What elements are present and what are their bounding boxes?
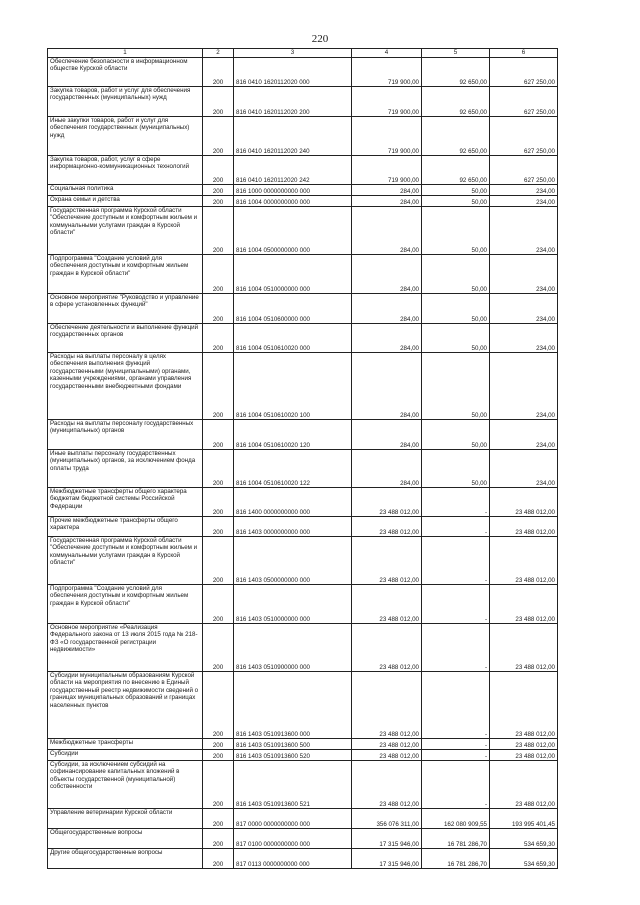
row-classifier: 816 0410 1620112020 240 [234, 117, 352, 156]
table-row [48, 829, 558, 849]
row-executed-amount: - [422, 672, 490, 739]
row-executed-amount: 16 781 286,70 [422, 829, 490, 849]
row-unexecuted-amount: 234,00 [490, 420, 558, 450]
row-name: Закупка товаров, работ и услуг для обеспечения государственных (муниципальных) нужд [48, 87, 203, 117]
row-unexecuted-amount: 627 250,00 [490, 156, 558, 185]
row-name: Субсидии муниципальным образованиям Курской области на мероприятия по внесению в Единый государственный реестр недвижимости сведений о границах муниципальных образований и границах населенных пунктов [48, 672, 203, 739]
row-name: Межбюджетные трансферты общего характера бюджетам бюджетной системы Российской Федерации [48, 488, 203, 517]
row-executed-amount: - [422, 517, 490, 537]
row-approved-amount: 23 488 012,00 [352, 517, 422, 537]
row-name: Охрана семьи и детства [48, 196, 203, 207]
table-row [48, 739, 558, 750]
row-name: Государственная программа Курской области "Обеспечение доступным и комфортным жильем и коммунальными услугами граждан в Курской области" [48, 207, 203, 255]
row-executed-amount: 92 650,00 [422, 156, 490, 185]
row-code: 200 [203, 809, 234, 829]
row-approved-amount: 284,00 [352, 196, 422, 207]
row-unexecuted-amount: 234,00 [490, 185, 558, 196]
row-classifier: 816 1403 0510913600 000 [234, 672, 352, 739]
row-code: 200 [203, 185, 234, 196]
row-unexecuted-amount: 234,00 [490, 450, 558, 488]
row-classifier: 816 1004 0510000000 000 [234, 255, 352, 294]
row-executed-amount: - [422, 761, 490, 809]
row-code: 200 [203, 87, 234, 117]
row-unexecuted-amount: 234,00 [490, 207, 558, 255]
row-approved-amount: 356 076 311,00 [352, 809, 422, 829]
row-code: 200 [203, 517, 234, 537]
row-unexecuted-amount: 23 488 012,00 [490, 624, 558, 672]
row-code: 200 [203, 488, 234, 517]
row-code: 200 [203, 196, 234, 207]
row-code: 200 [203, 294, 234, 324]
row-executed-amount: 92 650,00 [422, 87, 490, 117]
row-approved-amount: 284,00 [352, 185, 422, 196]
row-executed-amount: 50,00 [422, 207, 490, 255]
row-name: Другие общегосударственные вопросы [48, 849, 203, 869]
row-name: Межбюджетные трансферты [48, 739, 203, 750]
table-row [48, 849, 558, 869]
row-name: Обеспечение безопасности в информационном обществе Курской области [48, 58, 203, 87]
row-code: 200 [203, 58, 234, 87]
row-approved-amount: 17 315 946,00 [352, 829, 422, 849]
row-name: Расходы на выплаты персоналу в целях обеспечения выполнения функций государственными (муниципальными) органами, казенными учреждениями, органами управления государственными внебюджетными фондами [48, 353, 203, 420]
row-unexecuted-amount: 234,00 [490, 196, 558, 207]
row-unexecuted-amount: 627 250,00 [490, 117, 558, 156]
table-row [48, 517, 558, 537]
row-unexecuted-amount: 193 995 401,45 [490, 809, 558, 829]
table-row [48, 450, 558, 488]
row-code: 200 [203, 207, 234, 255]
row-code: 200 [203, 156, 234, 185]
row-approved-amount: 284,00 [352, 324, 422, 353]
row-name: Субсидии, за исключением субсидий на софинансирование капитальных вложений в объекты государственной (муниципальной) собственности [48, 761, 203, 809]
row-classifier: 817 0000 0000000000 000 [234, 809, 352, 829]
table-row [48, 537, 558, 585]
row-classifier: 816 0410 1620112020 000 [234, 58, 352, 87]
row-name: Подпрограмма "Создание условий для обеспечения доступным и комфортным жильем граждан в Курской области" [48, 255, 203, 294]
row-executed-amount: - [422, 739, 490, 750]
row-name: Подпрограмма "Создание условий для обеспечения доступным и комфортным жильем граждан в Курской области" [48, 585, 203, 624]
row-executed-amount: 50,00 [422, 324, 490, 353]
row-name: Социальная политика [48, 185, 203, 196]
row-executed-amount: - [422, 537, 490, 585]
row-approved-amount: 17 315 946,00 [352, 849, 422, 869]
table-row [48, 420, 558, 450]
row-classifier: 816 1403 0500000000 000 [234, 537, 352, 585]
header-col-2: 2 [203, 49, 234, 58]
table-row [48, 488, 558, 517]
row-classifier: 816 1004 0510610020 120 [234, 420, 352, 450]
row-approved-amount: 23 488 012,00 [352, 537, 422, 585]
row-code: 200 [203, 849, 234, 869]
row-code: 200 [203, 585, 234, 624]
table-row [48, 207, 558, 255]
row-code: 200 [203, 450, 234, 488]
row-classifier: 816 1403 0510913600 500 [234, 739, 352, 750]
header-col-4: 4 [352, 49, 422, 58]
row-executed-amount: 50,00 [422, 185, 490, 196]
row-unexecuted-amount: 23 488 012,00 [490, 739, 558, 750]
row-name: Субсидии [48, 750, 203, 761]
row-executed-amount: 50,00 [422, 255, 490, 294]
row-name: Общегосударственные вопросы [48, 829, 203, 849]
row-name: Управление ветеринарии Курской области [48, 809, 203, 829]
row-executed-amount: 16 781 286,70 [422, 849, 490, 869]
row-approved-amount: 284,00 [352, 255, 422, 294]
row-code: 200 [203, 537, 234, 585]
row-classifier: 816 1004 0510610020 000 [234, 324, 352, 353]
row-classifier: 816 1403 0510913600 520 [234, 750, 352, 761]
row-classifier: 816 1403 0510000000 000 [234, 585, 352, 624]
row-code: 200 [203, 672, 234, 739]
row-name: Иные закупки товаров, работ и услуг для обеспечения государственных (муниципальных) нужд [48, 117, 203, 156]
row-code: 200 [203, 420, 234, 450]
row-executed-amount: 50,00 [422, 294, 490, 324]
row-executed-amount: 92 650,00 [422, 117, 490, 156]
row-approved-amount: 719 900,00 [352, 117, 422, 156]
row-unexecuted-amount: 23 488 012,00 [490, 517, 558, 537]
row-approved-amount: 719 900,00 [352, 156, 422, 185]
table-row [48, 353, 558, 420]
row-unexecuted-amount: 534 659,30 [490, 829, 558, 849]
table-row [48, 624, 558, 672]
row-name: Закупка товаров, работ, услуг в сфере информационно-коммуникационных технологий [48, 156, 203, 185]
table-row [48, 750, 558, 761]
table-row [48, 294, 558, 324]
table-row [48, 117, 558, 156]
row-approved-amount: 23 488 012,00 [352, 585, 422, 624]
row-code: 200 [203, 739, 234, 750]
row-executed-amount: 50,00 [422, 353, 490, 420]
table-row [48, 255, 558, 294]
table-row [48, 672, 558, 739]
table-row [48, 58, 558, 87]
budget-table [47, 48, 558, 869]
row-executed-amount: - [422, 750, 490, 761]
row-executed-amount: - [422, 585, 490, 624]
row-approved-amount: 284,00 [352, 420, 422, 450]
table-row [48, 809, 558, 829]
row-name: Обеспечение деятельности и выполнение функций государственных органов [48, 324, 203, 353]
row-classifier: 817 0113 0000000000 000 [234, 849, 352, 869]
row-name: Расходы на выплаты персоналу государственных (муниципальных) органов [48, 420, 203, 450]
row-executed-amount: - [422, 624, 490, 672]
row-approved-amount: 23 488 012,00 [352, 488, 422, 517]
row-name: Иные выплаты персоналу государственных (муниципальных) органов, за исключением фонда оплаты труда [48, 450, 203, 488]
row-classifier: 816 1004 0500000000 000 [234, 207, 352, 255]
row-unexecuted-amount: 234,00 [490, 294, 558, 324]
row-unexecuted-amount: 23 488 012,00 [490, 672, 558, 739]
row-approved-amount: 23 488 012,00 [352, 739, 422, 750]
row-unexecuted-amount: 23 488 012,00 [490, 537, 558, 585]
table-row [48, 324, 558, 353]
row-classifier: 816 1004 0000000000 000 [234, 196, 352, 207]
row-executed-amount: 50,00 [422, 450, 490, 488]
row-unexecuted-amount: 234,00 [490, 353, 558, 420]
row-classifier: 816 1400 0000000000 000 [234, 488, 352, 517]
header-row [48, 49, 558, 58]
table-row [48, 87, 558, 117]
row-code: 200 [203, 353, 234, 420]
row-executed-amount: 50,00 [422, 196, 490, 207]
row-code: 200 [203, 829, 234, 849]
table-row [48, 196, 558, 207]
table-row [48, 185, 558, 196]
table-header [48, 49, 558, 58]
row-unexecuted-amount: 23 488 012,00 [490, 585, 558, 624]
header-col-3: 3 [234, 49, 352, 58]
row-code: 200 [203, 624, 234, 672]
row-unexecuted-amount: 627 250,00 [490, 58, 558, 87]
row-approved-amount: 284,00 [352, 207, 422, 255]
row-classifier: 816 1004 0510600000 000 [234, 294, 352, 324]
row-approved-amount: 284,00 [352, 294, 422, 324]
table-row [48, 156, 558, 185]
row-name: Прочие межбюджетные трансферты общего характера [48, 517, 203, 537]
row-unexecuted-amount: 23 488 012,00 [490, 761, 558, 809]
row-classifier: 816 1004 0510610020 100 [234, 353, 352, 420]
header-col-6: 6 [490, 49, 558, 58]
row-approved-amount: 719 900,00 [352, 87, 422, 117]
row-classifier: 816 1403 0510913600 521 [234, 761, 352, 809]
row-code: 200 [203, 750, 234, 761]
table-row [48, 761, 558, 809]
header-col-1: 1 [48, 49, 203, 58]
row-classifier: 816 1004 0510610020 122 [234, 450, 352, 488]
row-approved-amount: 284,00 [352, 353, 422, 420]
row-name: Основное мероприятие «Реализация Федерального закона от 13 июля 2015 года № 218-ФЗ «О государственной регистрации недвижимости» [48, 624, 203, 672]
row-code: 200 [203, 117, 234, 156]
row-approved-amount: 23 488 012,00 [352, 761, 422, 809]
row-approved-amount: 284,00 [352, 450, 422, 488]
row-executed-amount: 162 080 909,55 [422, 809, 490, 829]
row-unexecuted-amount: 23 488 012,00 [490, 750, 558, 761]
row-code: 200 [203, 761, 234, 809]
row-approved-amount: 23 488 012,00 [352, 672, 422, 739]
row-name: Государственная программа Курской области "Обеспечение доступным и комфортным жильем и коммунальными услугами граждан в Курской области" [48, 537, 203, 585]
row-name: Основное мероприятие "Руководство и управление в сфере установленных функций" [48, 294, 203, 324]
table-row [48, 585, 558, 624]
row-code: 200 [203, 324, 234, 353]
table-body [48, 58, 558, 869]
row-approved-amount: 23 488 012,00 [352, 624, 422, 672]
row-unexecuted-amount: 627 250,00 [490, 87, 558, 117]
row-approved-amount: 23 488 012,00 [352, 750, 422, 761]
row-unexecuted-amount: 234,00 [490, 255, 558, 294]
page-number: 220 [311, 33, 329, 45]
row-classifier: 817 0100 0000000000 000 [234, 829, 352, 849]
row-code: 200 [203, 255, 234, 294]
row-executed-amount: 92 650,00 [422, 58, 490, 87]
row-unexecuted-amount: 534 659,30 [490, 849, 558, 869]
row-classifier: 816 1403 0510900000 000 [234, 624, 352, 672]
row-unexecuted-amount: 23 488 012,00 [490, 488, 558, 517]
row-approved-amount: 719 900,00 [352, 58, 422, 87]
row-classifier: 816 0410 1620112020 200 [234, 87, 352, 117]
row-executed-amount: - [422, 488, 490, 517]
row-classifier: 816 1403 0000000000 000 [234, 517, 352, 537]
row-unexecuted-amount: 234,00 [490, 324, 558, 353]
row-executed-amount: 50,00 [422, 420, 490, 450]
row-classifier: 816 1000 0000000000 000 [234, 185, 352, 196]
header-col-5: 5 [422, 49, 490, 58]
row-classifier: 816 0410 1620112020 242 [234, 156, 352, 185]
